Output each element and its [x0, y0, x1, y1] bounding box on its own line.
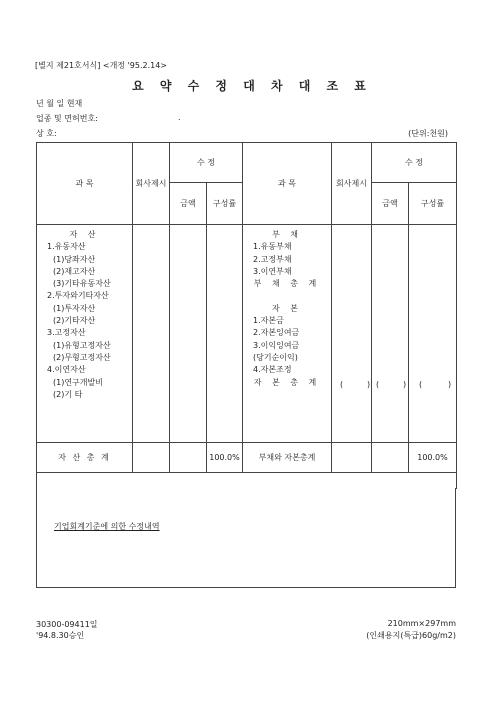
asset-item: 2.투자와기타자산 [47, 291, 109, 301]
assets-amount-cell [170, 225, 207, 443]
header-amount-right: 금액 [372, 183, 409, 225]
header-account-right: 과 목 [243, 143, 332, 225]
liability-item: 3.이연부채 [253, 266, 292, 276]
equity-item: 2.자본잉여금 [253, 328, 300, 338]
liab-total-company [332, 443, 372, 473]
asset-item: (1)투자자산 [53, 303, 96, 313]
assets-ratio-cell [207, 225, 243, 443]
assets-total-amount [170, 443, 207, 473]
asset-item: (2)기 타 [53, 389, 83, 399]
balance-sheet-table [36, 142, 457, 489]
assets-company-cell [133, 225, 170, 443]
asset-item: 4.이연자산 [47, 365, 86, 375]
asset-item: (1)유형고정자산 [53, 340, 111, 350]
liability-item: 2.고정부채 [253, 254, 292, 264]
industry-line: 업종 및 면허번호: [36, 114, 98, 123]
assets-total-label: 자 산 총 계 [37, 443, 133, 473]
liabilities-heading: 부 채 [272, 230, 302, 239]
footer-size: 210mm×297mm [387, 619, 456, 628]
note-spacer [37, 473, 457, 489]
asset-item: (1)당좌자산 [53, 254, 96, 264]
paren-open-amount: ( [376, 380, 380, 389]
equity-item: 4.자본조정 [253, 365, 292, 375]
assets-heading: 자 산 [69, 230, 100, 239]
header-correction-right: 수 정 [372, 143, 457, 183]
note-box [36, 488, 456, 588]
asset-item: (2)재고자산 [53, 266, 96, 276]
assets-total-ratio: 100.0% [207, 443, 243, 473]
asset-item: (1)연구개발비 [53, 377, 103, 387]
liab-total-ratio: 100.0% [409, 443, 457, 473]
header-ratio-right: 구성률 [409, 183, 457, 225]
paren-close-company: ) [367, 380, 371, 389]
asset-item: 3.고정자산 [47, 328, 86, 338]
unit-label: (단위:천원) [408, 129, 448, 138]
liab-total-amount [372, 443, 409, 473]
equity-item: 1.자본금 [253, 316, 284, 326]
header-company-right: 회사제시 [332, 143, 372, 225]
assets-total-company [133, 443, 170, 473]
form-id: [별지 제21호서식] <개정 '95.2.14> [35, 61, 168, 70]
equity-total: 자 본 총 계 [253, 377, 321, 387]
net-income-item: (당기순이익) [253, 352, 298, 362]
spacer-line [243, 290, 331, 302]
liab-company-cell [332, 225, 372, 443]
paren-open-company: ( [340, 380, 344, 389]
liab-amount-cell [372, 225, 409, 443]
paren-close-ratio: ) [448, 380, 452, 389]
asset-item: (2)무형고정자산 [53, 352, 111, 362]
equity-item: 3.이익잉여금 [253, 340, 300, 350]
footer-paper: (인쇄용지(특급)60g/m2) [366, 631, 456, 640]
liabilities-total: 부 채 총 계 [253, 279, 321, 289]
header-ratio-left: 구성률 [207, 183, 243, 225]
liab-ratio-cell [409, 225, 457, 443]
company-line: 상 호: [36, 129, 57, 138]
footer-code: 30300-09411일 [36, 620, 98, 629]
asset-item: (3)기타유동자산 [53, 279, 111, 289]
liab-total-label: 부채와 자본총계 [243, 443, 332, 473]
assets-column [37, 225, 133, 443]
industry-dot: . [178, 113, 181, 122]
asset-item: 1.유동자산 [47, 242, 86, 252]
footer-approval: '94.8.30승인 [36, 631, 85, 640]
liability-item: 1.유동부채 [253, 242, 292, 252]
date-line: 년 월 일 현재 [36, 99, 83, 108]
paren-open-ratio: ( [419, 380, 423, 389]
liabilities-column [243, 225, 332, 443]
paren-close-amount: ) [403, 380, 407, 389]
header-account-left: 과 목 [37, 143, 133, 225]
header-amount-left: 금액 [170, 183, 207, 225]
header-company-left: 회사제시 [133, 143, 170, 225]
header-correction-left: 수 정 [170, 143, 243, 183]
correction-note: 기업회계기준에 의한 수정내역 [54, 522, 160, 531]
page-title: 요 약 수 정 대 차 대 조 표 [132, 79, 372, 93]
asset-item: (2)기타자산 [53, 316, 96, 326]
equity-heading: 자 본 [272, 303, 302, 313]
